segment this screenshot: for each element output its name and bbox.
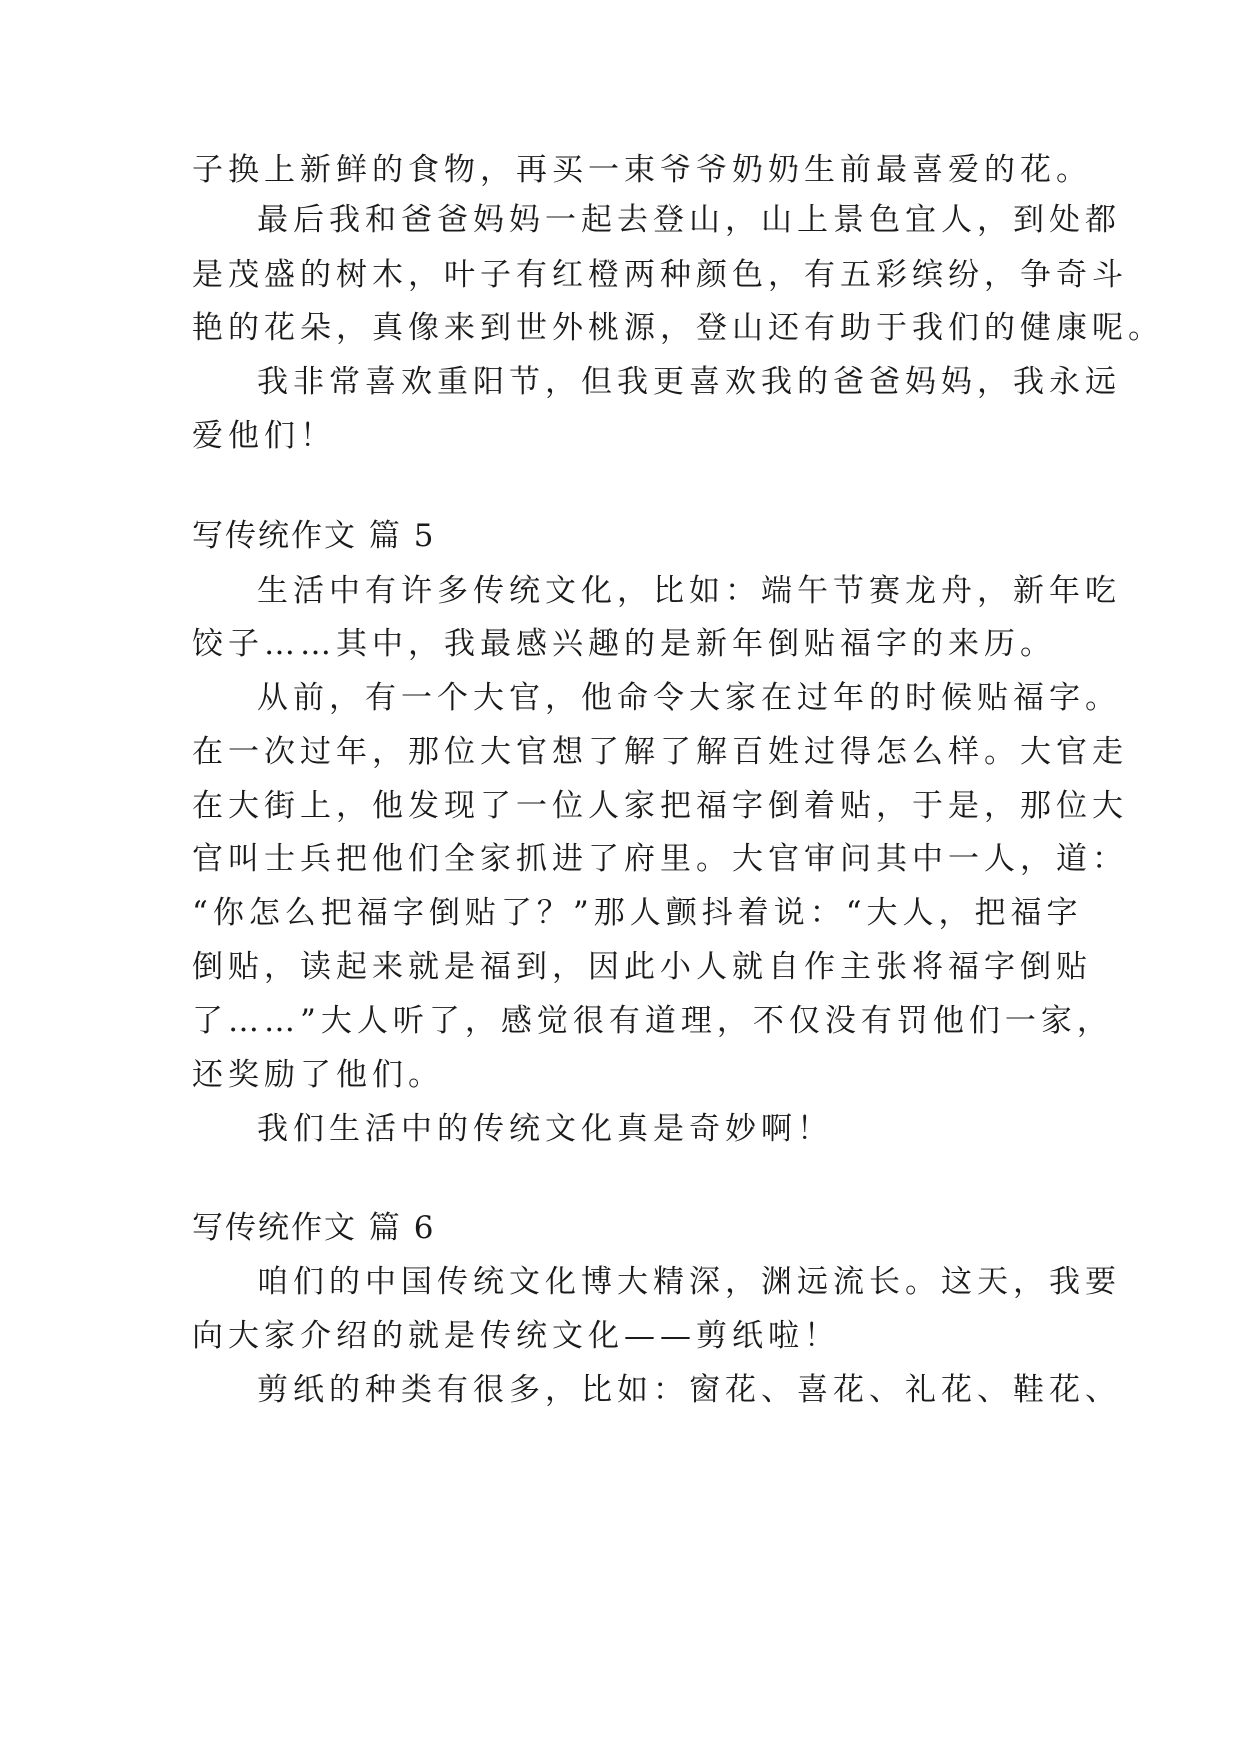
paragraph-line: 我们生活中的传统文化真是奇妙啊！ <box>257 1111 833 1147</box>
section-heading: 写传统作文 篇 5 <box>192 518 436 554</box>
paragraph-line: “你怎么把福字倒贴了？”那人颤抖着说：“大人，把福字 <box>192 895 1083 931</box>
paragraph-line: 向大家介绍的就是传统文化——剪纸啦！ <box>192 1318 840 1354</box>
paragraph-line: 剪纸的种类有很多，比如：窗花、喜花、礼花、鞋花、 <box>257 1372 1121 1408</box>
paragraph-line: 官叫士兵把他们全家抓进了府里。大官审问其中一人，道： <box>192 841 1128 877</box>
paragraph-line: 我非常喜欢重阳节，但我更喜欢我的爸爸妈妈，我永远 <box>257 364 1121 400</box>
paragraph-line: 子换上新鲜的食物，再买一束爷爷奶奶生前最喜爱的花。 <box>192 152 1092 188</box>
paragraph-line: 爱他们！ <box>192 418 336 454</box>
paragraph-line: 是茂盛的树木，叶子有红橙两种颜色，有五彩缤纷，争奇斗 <box>192 257 1128 293</box>
paragraph-line: 最后我和爸爸妈妈一起去登山，山上景色宜人，到处都 <box>257 202 1121 238</box>
paragraph-line: 还奖励了他们。 <box>192 1057 444 1093</box>
paragraph-line: 在一次过年，那位大官想了解了解百姓过得怎么样。大官走 <box>192 734 1128 770</box>
paragraph-line: 在大街上，他发现了一位人家把福字倒着贴，于是，那位大 <box>192 788 1128 824</box>
section-heading: 写传统作文 篇 6 <box>192 1210 436 1246</box>
paragraph-line: 倒贴，读起来就是福到，因此小人就自作主张将福字倒贴 <box>192 949 1092 985</box>
paragraph-line: 了……”大人听了，感觉很有道理，不仅没有罚他们一家， <box>192 1003 1113 1039</box>
paragraph-line: 咱们的中国传统文化博大精深，渊远流长。这天，我要 <box>257 1264 1121 1300</box>
paragraph-line: 生活中有许多传统文化，比如：端午节赛龙舟，新年吃 <box>257 573 1121 609</box>
paragraph-line: 从前，有一个大官，他命令大家在过年的时候贴福字。 <box>257 680 1121 716</box>
paragraph-line: 艳的花朵，真像来到世外桃源，登山还有助于我们的健康呢。 <box>192 310 1164 346</box>
paragraph-line: 饺子……其中，我最感兴趣的是新年倒贴福字的来历。 <box>192 626 1056 662</box>
